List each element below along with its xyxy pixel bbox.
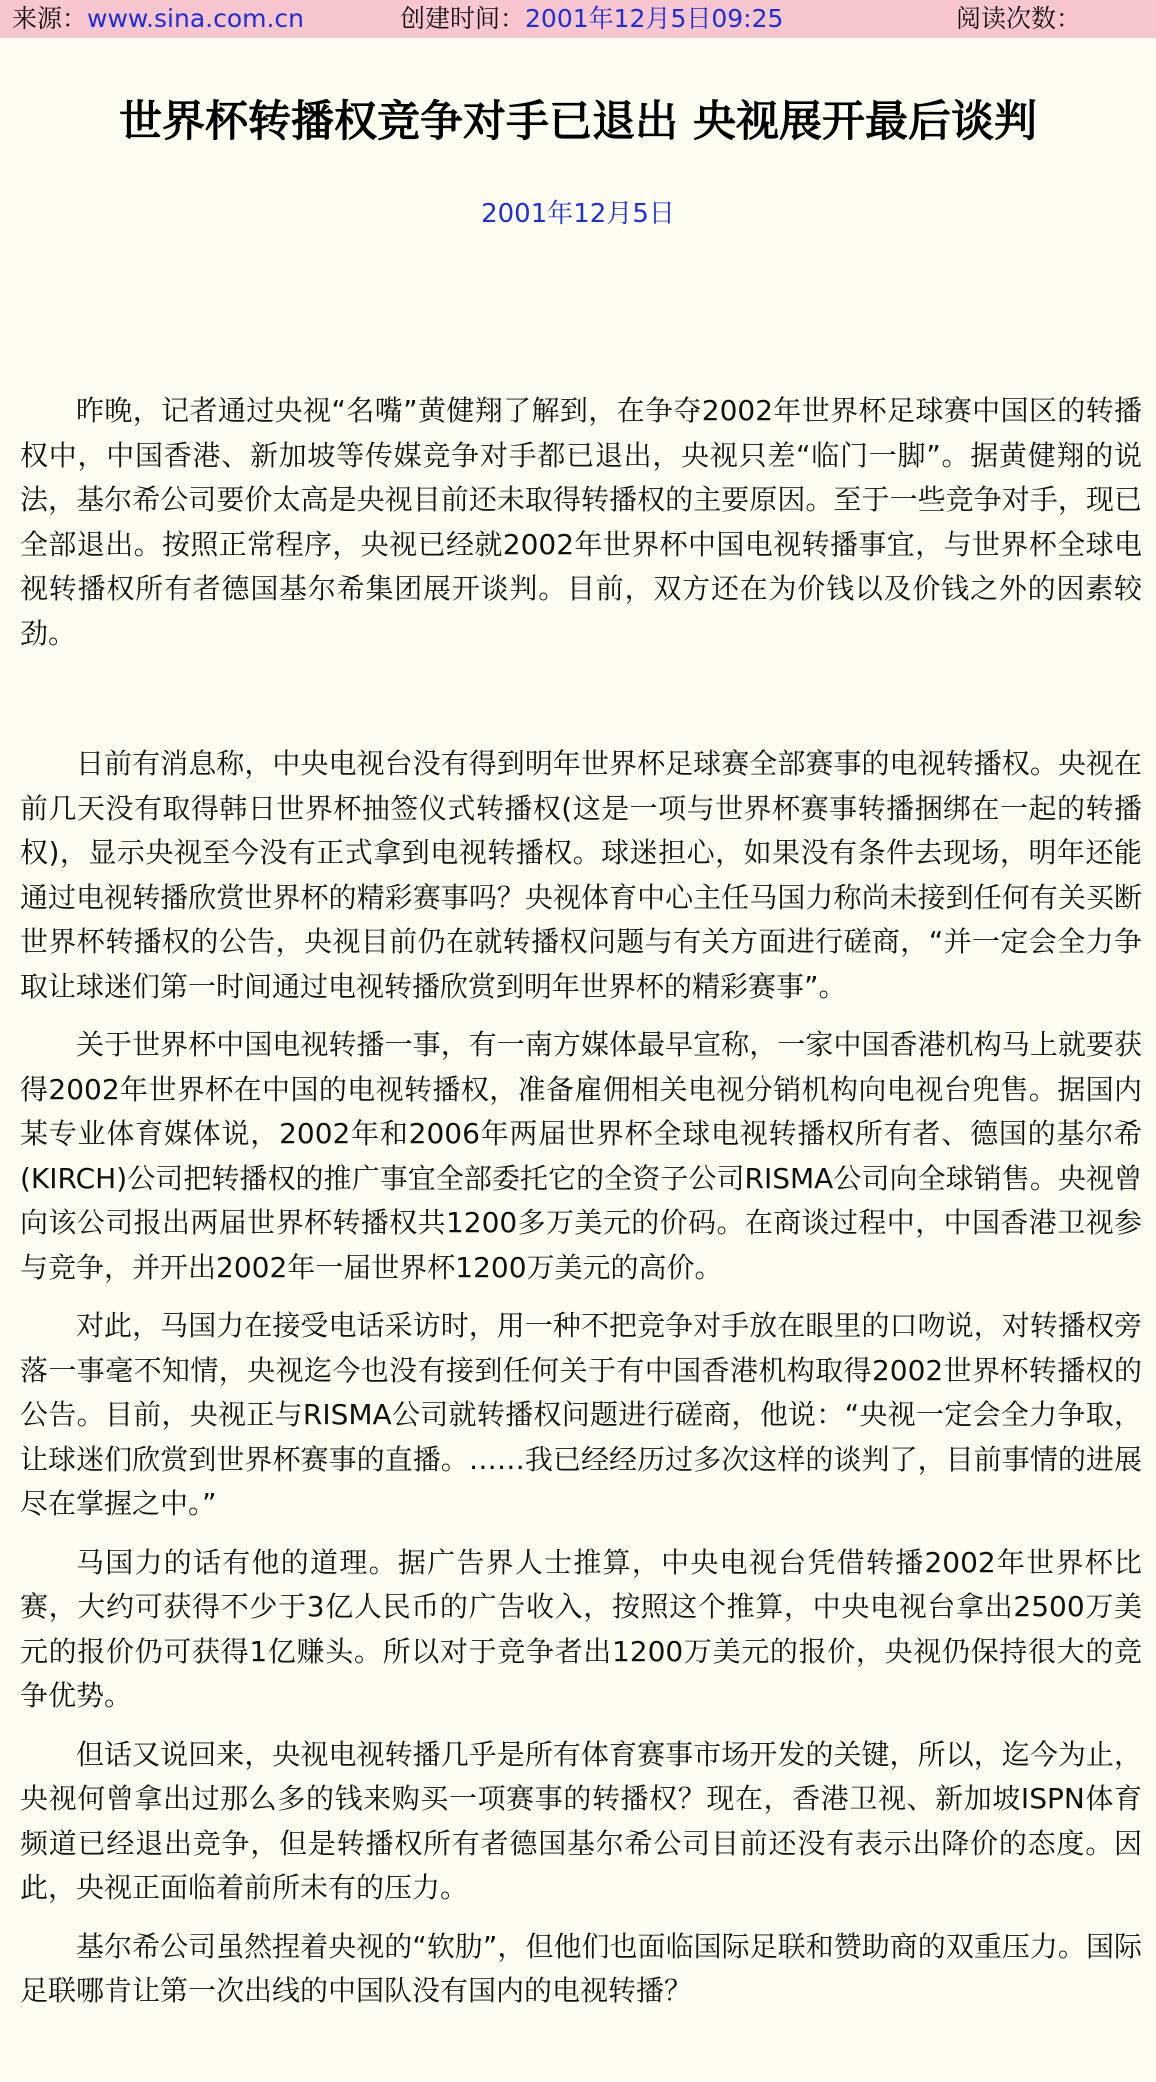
article-body: [20, 389, 1142, 2014]
view-count-label: 阅读次数：: [956, 4, 1082, 33]
view-count-field: [956, 0, 1081, 38]
article-paragraph: 关于世界杯中国电视转播一事，有一南方媒体最早宣称，一家中国香港机构马上就要获得2002年世界杯在中国的电视转播权，准备雇佣相关电视分销机构向电视台兜售。据国内某专业体育媒体说，2002年和2006年两届世界杯全球电视转播权所有者、德国的基尔希(KIRCH)公司把转播权的推广事宜全部委托它的全资子公司RISMA公司向全球销售。央视曾向该公司报出两届世界杯转播权共1200多万美元的价码。在商谈过程中，中国香港卫视参与竞争，并开出2002年一届世界杯1200万美元的高价。: [20, 1028, 1142, 1284]
article-paragraph: 马国力的话有他的道理。据广告界人士推算，中央电视台凭借转播2002年世界杯比赛，大约可获得不少于3亿人民币的广告收入，按照这个推算，中央电视台拿出2500万美元的报价仍可获得1亿赚头。所以对于竞争者出1200万美元的报价，央视仍保持很大的竞争优势。: [20, 1545, 1142, 1712]
article-paragraph: 日前有消息称，中央电视台没有得到明年世界杯足球赛全部赛事的电视转播权。央视在前几天没有取得韩日世界杯抽签仪式转播权(这是一项与世界杯赛事转播捆绑在一起的转播权)，显示央视至今没有正式拿到电视转播权。球迷担心，如果没有条件去现场，明年还能通过电视转播欣赏世界杯的精彩赛事吗？央视体育中心主任马国力称尚未接到任何有关买断世界杯转播权的公告，央视目前仍在就转播权问题与有关方面进行磋商，“并一定会全力争取让球迷们第一时间通过电视转播欣赏到明年世界杯的精彩赛事”。: [20, 747, 1142, 1003]
article-paragraph: 但话又说回来，央视电视转播几乎是所有体育赛事市场开发的关键，所以，迄今为止，央视何曾拿出过那么多的钱来购买一项赛事的转播权？现在，香港卫视、新加坡ISPN体育频道已经退出竞争，但是转播权所有者德国基尔希公司目前还没有表示出降价的态度。因此，央视正面临着前所未有的压力。: [20, 1737, 1142, 1904]
article-paragraph: 对此，马国力在接受电话采访时，用一种不把竞争对手放在眼里的口吻说，对转播权旁落一事毫不知情，央视迄今也没有接到任何关于有中国香港机构取得2002世界杯转播权的公告。目前，央视正与RISMA公司就转播权问题进行磋商，他说：“央视一定会全力争取，让球迷们欣赏到世界杯赛事的直播。……我已经经历过多次这样的谈判了，目前事情的进展尽在掌握之中。”: [20, 1309, 1142, 1520]
article-paragraph: 基尔希公司虽然捏着央视的“软肋”，但他们也面临国际足联和赞助商的双重压力。国际足联哪肯让第一次出线的中国队没有国内的电视转播？: [20, 1929, 1142, 2007]
created-time-label: 创建时间：: [400, 4, 526, 33]
source-field: [12, 0, 304, 38]
article-paragraph: 昨晚，记者通过央视“名嘴”黄健翔了解到，在争夺2002年世界杯足球赛中国区的转播权中，中国香港、新加坡等传媒竞争对手都已退出，央视只差“临门一脚”。据黄健翔的说法，基尔希公司要价太高是央视目前还未取得转播权的主要原因。至于一些竞争对手，现已全部退出。按照正常程序，央视已经就2002年世界杯中国电视转播事宜，与世界杯全球电视转播权所有者德国基尔希集团展开谈判。目前，双方还在为价钱以及价钱之外的因素较劲。: [20, 394, 1142, 650]
source-link[interactable]: www.sina.com.cn: [87, 4, 305, 33]
article-meta-bar: [0, 0, 1156, 38]
created-time-field: [400, 0, 783, 38]
created-time-value: 2001年12月5日09:25: [525, 4, 784, 33]
article-date: 2001年12月5日: [481, 199, 675, 229]
source-label: 来源：: [12, 4, 88, 33]
article-title: 世界杯转播权竞争对手已退出 央视展开最后谈判: [119, 97, 1037, 147]
